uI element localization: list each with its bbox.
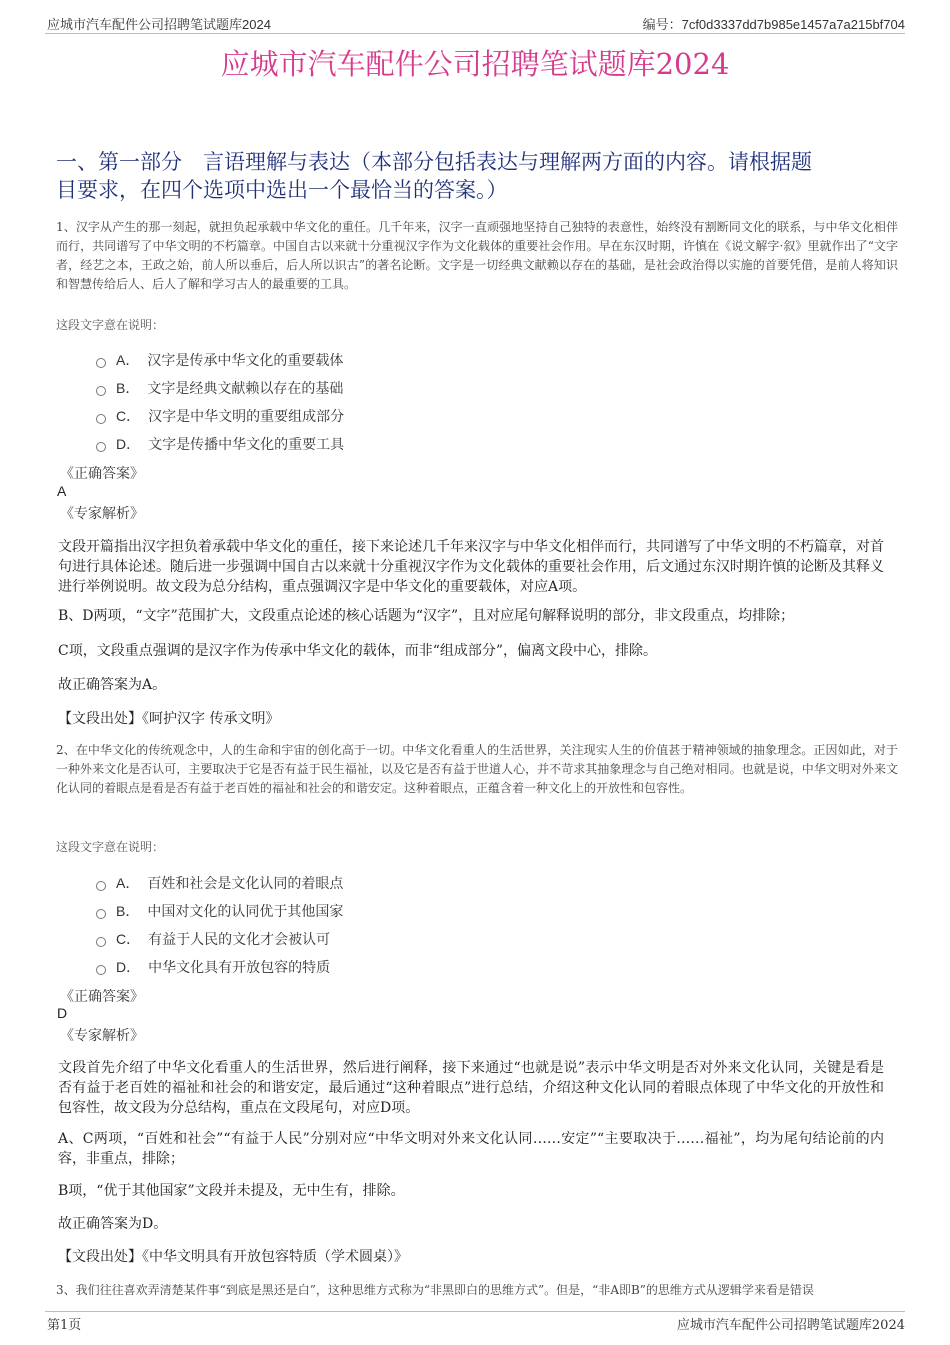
question-2-analysis-b: B项，“优于其他国家”文段并未提及，无中生有，排除。 [58,1183,405,1199]
question-1-option-a[interactable] [96,350,343,370]
option-text: 汉字是传承中华文化的重要载体 [147,353,344,369]
question-1-analysis-c: C项，文段重点强调的是汉字作为传承中华文化的载体，而非“组成部分”，偏离文段中心，排除。 [58,643,658,659]
question-1-source: 【文段出处】《呵护汉字 传承文明》 [58,711,280,727]
section-title [56,148,896,204]
radio-icon[interactable] [96,386,106,396]
question-2-analysis-ac: A、C两项，“百姓和社会”“有益于人民”分别对应“中华文明对外来文化认同……安定”“主要取决于……福祉”，均为尾句结论前的内容，非重点，排除； [58,1131,884,1167]
question-3-text: 3、我们往往喜欢弄清楚某件事“到底是黑还是白”，这种思维方式称为“非黑即白的思维方式”。但是，“非A即B”的思维方式从逻辑学来看是错误 [56,1283,814,1297]
option-text: 有益于人民的文化才会被认可 [148,932,331,948]
question-2-text: 2、在中华文化的传统观念中，人的生命和宇宙的创化高于一切。中华文化看重人的生活世界，关注现实人生的价值甚于精神领域的抽象理念。正因如此，对于一种外来文化是否认可，主要取决于它是否有益于民生福祉，以及它是否有益于世道人心，并不苛求其抽象理念与自己绝对相同。也就是说，中华文明对外来文化认同的着眼点是看是否有益于老百姓的福祉和社会的和谐安定。这种着眼点，正蕴含着一种文化上的开放性和包容性。 [56,743,898,795]
option-letter: A． [116,875,140,891]
document-title: 应城市汽车配件公司招聘笔试题库2024 [220,47,730,81]
question-1-option-d[interactable] [96,434,344,454]
question-1-answer-label: 《正确答案》 [60,466,144,482]
question-2-answer-label: 《正确答案》 [60,989,144,1005]
option-text: 中国对文化的认同优于其他国家 [147,904,344,920]
question-2-analysis-conclusion: 故正确答案为D。 [58,1216,168,1232]
option-text: 汉字是中华文明的重要组成部分 [148,409,345,425]
question-1-analysis-conclusion: 故正确答案为A。 [58,677,167,693]
radio-icon[interactable] [96,937,106,947]
option-letter: C． [116,931,141,947]
header-doc-title: 应城市汽车配件公司招聘笔试题库2024 [47,17,271,32]
question-1-analysis-label: 《专家解析》 [60,506,144,522]
page-number: 第1页 [47,1318,82,1333]
option-letter: B． [116,380,140,396]
section-title-line-2: 目要求，在四个选项中选出一个最恰当的答案。） [56,178,508,202]
radio-icon[interactable] [96,442,106,452]
radio-icon[interactable] [96,414,106,424]
option-text: 百姓和社会是文化认同的着眼点 [147,876,344,892]
option-letter: D． [116,959,141,975]
question-2-option-c[interactable] [96,929,330,949]
section-title-line-1: 一、第一部分 言语理解与表达（本部分包括表达与理解两方面的内容。请根据题 [56,150,812,174]
footer-doc-title: 应城市汽车配件公司招聘笔试题库2024 [676,1318,905,1333]
question-2-analysis-summary: 文段首先介绍了中华文化看重人的生活世界，然后进行阐释，接下来通过“也就是说”表示中华文明是否对外来文化认同，关键是看是否有益于老百姓的福祉和社会的和谐安定，最后通过“这种着眼点”进行总结，介绍这种文化认同的着眼点体现了中华文化的开放性和包容性，故文段为分总结构，重点在文段尾句，对应D项。 [58,1060,884,1116]
question-1-text: 1、汉字从产生的那一刻起，就担负起承载中华文化的重任。几千年来，汉字一直顽强地坚持自己独特的表意性，始终没有割断同文化的联系，与中华文化相伴而行，共同谱写了中华文明的不朽篇章。中国自古以来就十分重视汉字作为文化载体的重要社会作用。早在东汉时期，许慎在《说文解字·叙》里就作出了“文字者，经艺之本，王政之始，前人所以垂后，后人所以识古”的著名论断。文字是一切经典文献赖以存在的基础，是社会政治得以实施的首要凭借，是前人将知识和智慧传给后人、后人了解和学习古人的最重要的工具。 [56,220,898,291]
header-divider [45,33,905,34]
question-2-option-a[interactable] [96,873,343,893]
question-1-analysis-bd: B、D两项，“文字”范围扩大，文段重点论述的核心话题为“汉字”，且对应尾句解释说明的部分，非文段重点，均排除； [58,608,795,624]
radio-icon[interactable] [96,965,106,975]
option-text: 中华文化具有开放包容的特质 [148,960,331,976]
radio-icon[interactable] [96,358,106,368]
question-2-option-d[interactable] [96,957,330,977]
option-text: 文字是经典文献赖以存在的基础 [147,381,344,397]
question-2-analysis-label: 《专家解析》 [60,1028,144,1044]
question-1-answer: A [57,483,67,499]
question-2-option-b[interactable] [96,901,343,921]
question-2-source: 【文段出处】《中华文明具有开放包容特质（学术圆桌）》 [58,1249,408,1265]
option-letter: A． [116,352,140,368]
radio-icon[interactable] [96,909,106,919]
option-letter: B． [116,903,140,919]
option-letter: D． [116,436,141,452]
header-code-label: 编号： [642,17,682,32]
question-1-analysis-summary: 文段开篇指出汉字担负着承载中华文化的重任，接下来论述几千年来汉字与中华文化相伴而行，共同谱写了中华文明的不朽篇章，对首句进行具体论述。随后进一步强调中国自古以来就十分重视汉字作为文化载体的重要社会作用，后文通过东汉时期许慎的论断及其释义进行举例说明。故文段为总分结构，重点强调汉字是中华文化的重要载体，对应A项。 [58,539,884,595]
option-text: 文字是传播中华文化的重要工具 [148,437,345,453]
header-code-value: 7cf0d3337dd7b985e1457a7a215bf704 [681,17,905,32]
footer-divider [45,1311,905,1312]
question-2-answer: D [57,1005,68,1021]
option-letter: C． [116,408,141,424]
question-1-option-b[interactable] [96,378,343,398]
radio-icon[interactable] [96,881,106,891]
question-1-option-c[interactable] [96,406,344,426]
question-2-prompt: 这段文字意在说明： [56,840,165,854]
header-doc-code [643,14,905,33]
question-1-prompt: 这段文字意在说明： [56,318,165,332]
